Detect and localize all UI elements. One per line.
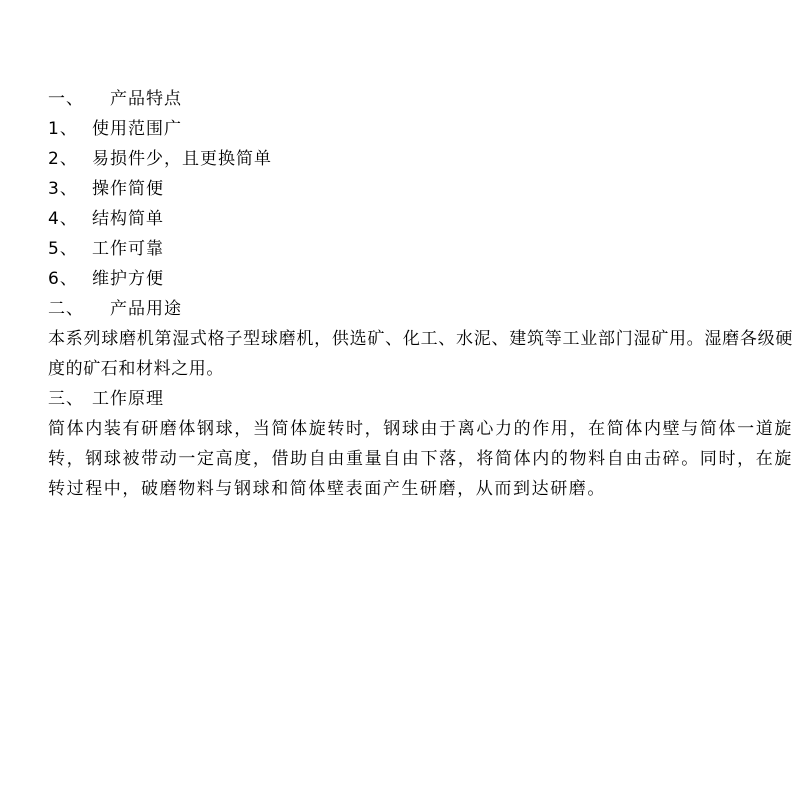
section-heading-features	[48, 84, 793, 114]
feature-item	[48, 114, 793, 144]
feature-number: 2、	[48, 149, 78, 169]
section-heading-usage	[48, 294, 793, 324]
usage-paragraph: 本系列球磨机第湿式格子型球磨机，供选矿、化工、水泥、建筑等工业部门湿矿用。湿磨各级硬度的矿石和材料之用。	[48, 329, 793, 379]
section-number: 三、	[48, 389, 84, 409]
feature-text: 使用范围广	[92, 119, 182, 139]
feature-item	[48, 204, 793, 234]
feature-text: 维护方便	[92, 269, 164, 289]
section-title: 工作原理	[92, 389, 164, 409]
document-body	[48, 84, 793, 504]
feature-number: 5、	[48, 239, 78, 259]
feature-item	[48, 264, 793, 294]
feature-text: 工作可靠	[92, 239, 164, 259]
feature-number: 6、	[48, 269, 78, 289]
section-title: 产品特点	[110, 89, 182, 109]
feature-item	[48, 234, 793, 264]
feature-number: 4、	[48, 209, 78, 229]
feature-text: 结构简单	[92, 209, 164, 229]
section-heading-principle	[48, 384, 793, 414]
feature-number: 1、	[48, 119, 78, 139]
principle-paragraph: 简体内装有研磨体钢球，当简体旋转时，钢球由于离心力的作用，在简体内壁与简体一道旋转，钢球被带动一定高度，借助自由重量自由下落，将简体内的物料自由击碎。同时，在旋转过程中，破磨物料与钢球和简体壁表面产生研磨，从而到达研磨。	[48, 419, 793, 499]
feature-item	[48, 144, 793, 174]
feature-text: 操作简便	[92, 179, 164, 199]
feature-item	[48, 174, 793, 204]
section-number: 二、	[48, 299, 84, 319]
section-title: 产品用途	[110, 299, 182, 319]
feature-number: 3、	[48, 179, 78, 199]
feature-text: 易损件少，且更换简单	[92, 149, 272, 169]
section-number: 一、	[48, 89, 84, 109]
